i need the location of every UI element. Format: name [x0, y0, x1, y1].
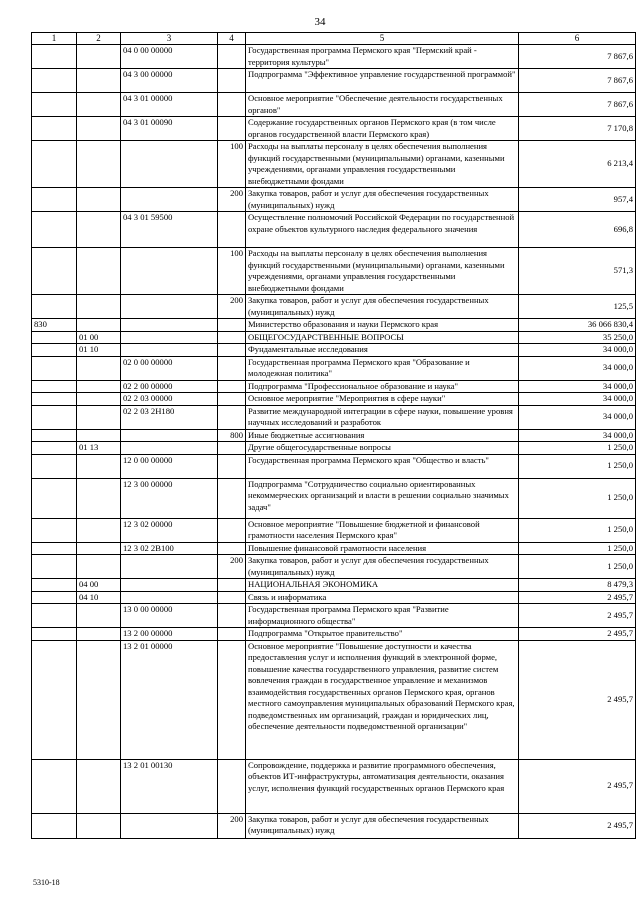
amount: 125,5 [519, 295, 636, 319]
item-description: Министерство образования и науки Пермского края [246, 319, 519, 332]
section-code [32, 442, 77, 455]
item-description: Сопровождение, поддержка и развитие программного обеспечения, объектов ИТ-инфраструктуры, автоматизация деятельности, оказания услуг, исполнения функций государственных органов Пермского края [246, 759, 519, 813]
subsection-code [77, 212, 121, 248]
amount: 2 495,7 [519, 759, 636, 813]
table-row [32, 69, 636, 93]
item-description: Подпрограмма "Эффективное управление государственной программой" [246, 69, 519, 93]
table-body [32, 33, 636, 839]
expense-type-code: 200 [218, 555, 246, 579]
header-cell-4: 4 [218, 33, 246, 45]
section-code [32, 117, 77, 141]
target-article-code [121, 188, 218, 212]
expense-type-code [218, 478, 246, 518]
item-description: Государственная программа Пермского края "Общество и власть" [246, 454, 519, 478]
subsection-code [77, 319, 121, 332]
item-description: ОБЩЕГОСУДАРСТВЕННЫЕ ВОПРОСЫ [246, 331, 519, 344]
amount: 1 250,0 [519, 478, 636, 518]
expense-type-code [218, 331, 246, 344]
table-row [32, 141, 636, 188]
expense-type-code [218, 542, 246, 555]
table-row [32, 117, 636, 141]
target-article-code: 12 0 00 00000 [121, 454, 218, 478]
amount: 2 495,7 [519, 628, 636, 641]
amount: 2 495,7 [519, 813, 636, 838]
target-article-code [121, 555, 218, 579]
table-row [32, 518, 636, 542]
target-article-code: 02 2 03 2Н180 [121, 405, 218, 429]
expense-type-code [218, 319, 246, 332]
subsection-code [77, 813, 121, 838]
subsection-code [77, 188, 121, 212]
subsection-code [77, 393, 121, 406]
target-article-code [121, 248, 218, 295]
section-code [32, 393, 77, 406]
item-description: Подпрограмма "Профессиональное образование и наука" [246, 380, 519, 393]
subsection-code [77, 604, 121, 628]
section-code [32, 759, 77, 813]
expense-type-code [218, 69, 246, 93]
target-article-code [121, 295, 218, 319]
section-code [32, 69, 77, 93]
section-code [32, 640, 77, 759]
amount: 2 495,7 [519, 591, 636, 604]
section-code [32, 542, 77, 555]
target-article-code: 13 2 01 00130 [121, 759, 218, 813]
item-description: Государственная программа Пермского края "Образование и молодежная политика" [246, 356, 519, 380]
subsection-code [77, 356, 121, 380]
item-description: Иные бюджетные ассигнования [246, 429, 519, 442]
table-header-row [32, 33, 636, 45]
expense-type-code: 200 [218, 188, 246, 212]
target-article-code: 02 0 00 00000 [121, 356, 218, 380]
target-article-code: 13 0 00 00000 [121, 604, 218, 628]
target-article-code: 04 3 00 00000 [121, 69, 218, 93]
item-description: Основное мероприятие "Мероприятия в сфере науки" [246, 393, 519, 406]
section-code [32, 344, 77, 357]
table-row [32, 331, 636, 344]
subsection-code: 01 00 [77, 331, 121, 344]
table-row [32, 248, 636, 295]
table-row [32, 344, 636, 357]
budget-table [31, 32, 636, 839]
subsection-code [77, 518, 121, 542]
subsection-code [77, 93, 121, 117]
expense-type-code [218, 604, 246, 628]
target-article-code: 04 3 01 00000 [121, 93, 218, 117]
section-code [32, 579, 77, 592]
amount: 34 000,0 [519, 405, 636, 429]
item-description: Осуществление полномочий Российской Федерации по государственной охране объектов культурного наследия федерального значения [246, 212, 519, 248]
item-description: Повышение финансовой грамотности населения [246, 542, 519, 555]
header-cell-6: 6 [519, 33, 636, 45]
table-row [32, 478, 636, 518]
expense-type-code: 200 [218, 295, 246, 319]
table-row [32, 555, 636, 579]
table-row [32, 295, 636, 319]
subsection-code: 04 00 [77, 579, 121, 592]
subsection-code [77, 478, 121, 518]
amount: 34 000,0 [519, 429, 636, 442]
target-article-code: 12 3 02 00000 [121, 518, 218, 542]
amount: 571,3 [519, 248, 636, 295]
amount: 8 479,3 [519, 579, 636, 592]
subsection-code: 01 10 [77, 344, 121, 357]
expense-type-code [218, 442, 246, 455]
table-row [32, 542, 636, 555]
target-article-code: 02 2 03 00000 [121, 393, 218, 406]
header-cell-1: 1 [32, 33, 77, 45]
subsection-code: 04 10 [77, 591, 121, 604]
subsection-code [77, 45, 121, 69]
subsection-code [77, 69, 121, 93]
expense-type-code: 100 [218, 141, 246, 188]
expense-type-code [218, 117, 246, 141]
table-row [32, 93, 636, 117]
expense-type-code [218, 45, 246, 69]
target-article-code: 04 0 00 00000 [121, 45, 218, 69]
section-code [32, 405, 77, 429]
amount: 1 250,0 [519, 542, 636, 555]
header-cell-2: 2 [77, 33, 121, 45]
target-article-code: 12 3 00 00000 [121, 478, 218, 518]
subsection-code [77, 628, 121, 641]
target-article-code [121, 429, 218, 442]
expense-type-code [218, 591, 246, 604]
amount: 696,8 [519, 212, 636, 248]
section-code [32, 555, 77, 579]
amount: 1 250,0 [519, 454, 636, 478]
item-description: Содержание государственных органов Пермского края (в том числе органов государственной власти Пермского края) [246, 117, 519, 141]
subsection-code [77, 141, 121, 188]
item-description: Основное мероприятие "Повышение бюджетной и финансовой грамотности населения Пермского края" [246, 518, 519, 542]
section-code [32, 628, 77, 641]
section-code [32, 45, 77, 69]
target-article-code [121, 442, 218, 455]
amount: 34 000,0 [519, 393, 636, 406]
section-code [32, 331, 77, 344]
target-article-code [121, 331, 218, 344]
table-row [32, 579, 636, 592]
table-row [32, 591, 636, 604]
table-row [32, 759, 636, 813]
section-code: 830 [32, 319, 77, 332]
amount: 1 250,0 [519, 442, 636, 455]
expense-type-code [218, 380, 246, 393]
expense-type-code [218, 628, 246, 641]
section-code [32, 93, 77, 117]
target-article-code: 12 3 02 2В100 [121, 542, 218, 555]
subsection-code [77, 405, 121, 429]
amount: 35 250,0 [519, 331, 636, 344]
target-article-code [121, 813, 218, 838]
subsection-code [77, 555, 121, 579]
table-row [32, 405, 636, 429]
amount: 1 250,0 [519, 518, 636, 542]
target-article-code: 13 2 01 00000 [121, 640, 218, 759]
table-row [32, 454, 636, 478]
section-code [32, 454, 77, 478]
expense-type-code [218, 640, 246, 759]
amount: 6 213,4 [519, 141, 636, 188]
item-description: Закупка товаров, работ и услуг для обеспечения государственных (муниципальных) нужд [246, 188, 519, 212]
subsection-code [77, 295, 121, 319]
item-description: Развитие международной интеграции в сфере науки, повышение уровня научных исследований и разработок [246, 405, 519, 429]
item-description: Закупка товаров, работ и услуг для обеспечения государственных (муниципальных) нужд [246, 555, 519, 579]
amount: 34 000,0 [519, 380, 636, 393]
table-row [32, 188, 636, 212]
item-description: Фундаментальные исследования [246, 344, 519, 357]
item-description: Подпрограмма "Открытое правительство" [246, 628, 519, 641]
subsection-code [77, 542, 121, 555]
amount: 36 066 830,4 [519, 319, 636, 332]
expense-type-code: 100 [218, 248, 246, 295]
table-row [32, 628, 636, 641]
amount: 7 867,6 [519, 93, 636, 117]
table-row [32, 380, 636, 393]
section-code [32, 518, 77, 542]
table-row [32, 813, 636, 838]
expense-type-code [218, 356, 246, 380]
target-article-code: 04 3 01 00090 [121, 117, 218, 141]
amount: 34 000,0 [519, 356, 636, 380]
page-number: 34 [314, 16, 326, 28]
section-code [32, 591, 77, 604]
section-code [32, 212, 77, 248]
item-description: Основное мероприятие "Повышение доступности и качества предоставления услуг и исполнения функций в электронной форме, повышение качества государственного управления, развитие систем вовлечения граждан в государственное управление и механизмов взаимодействия государственных органов Пермского края, органов местного самоуправления муниципальных образований Пермского края, подведомственных им организаций, граждан и юридических лиц, обеспечение деятельности подведомственной организации" [246, 640, 519, 759]
target-article-code: 02 2 00 00000 [121, 380, 218, 393]
section-code [32, 813, 77, 838]
section-code [32, 295, 77, 319]
table-row [32, 212, 636, 248]
amount: 957,4 [519, 188, 636, 212]
table-row [32, 356, 636, 380]
expense-type-code [218, 579, 246, 592]
target-article-code [121, 344, 218, 357]
subsection-code [77, 429, 121, 442]
section-code [32, 380, 77, 393]
item-description: Расходы на выплаты персоналу в целях обеспечения выполнения функций государственными (муниципальными) органами, казенными учреждениями, органами управления государственными внебюджетными фондами [246, 141, 519, 188]
item-description: Связь и информатика [246, 591, 519, 604]
footer-code: 5310-18 [33, 878, 60, 887]
expense-type-code [218, 393, 246, 406]
item-description: Закупка товаров, работ и услуг для обеспечения государственных (муниципальных) нужд [246, 295, 519, 319]
item-description: Другие общегосударственные вопросы [246, 442, 519, 455]
section-code [32, 604, 77, 628]
section-code [32, 356, 77, 380]
section-code [32, 478, 77, 518]
item-description: Государственная программа Пермского края "Развитие информационного общества" [246, 604, 519, 628]
subsection-code [77, 759, 121, 813]
item-description: НАЦИОНАЛЬНАЯ ЭКОНОМИКА [246, 579, 519, 592]
item-description: Расходы на выплаты персоналу в целях обеспечения выполнения функций государственными (муниципальными) органами, казенными учреждениями, органами управления государственными внебюджетными фондами [246, 248, 519, 295]
amount: 2 495,7 [519, 640, 636, 759]
header-cell-5: 5 [246, 33, 519, 45]
table-row [32, 442, 636, 455]
section-code [32, 141, 77, 188]
target-article-code [121, 591, 218, 604]
expense-type-code [218, 759, 246, 813]
subsection-code [77, 248, 121, 295]
expense-type-code [218, 212, 246, 248]
subsection-code [77, 640, 121, 759]
table-row [32, 319, 636, 332]
amount: 1 250,0 [519, 555, 636, 579]
subsection-code: 01 13 [77, 442, 121, 455]
target-article-code: 13 2 00 00000 [121, 628, 218, 641]
item-description: Государственная программа Пермского края "Пермский край - территория культуры" [246, 45, 519, 69]
amount: 7 170,8 [519, 117, 636, 141]
amount: 2 495,7 [519, 604, 636, 628]
expense-type-code: 200 [218, 813, 246, 838]
subsection-code [77, 380, 121, 393]
section-code [32, 429, 77, 442]
table-row [32, 640, 636, 759]
amount: 34 000,0 [519, 344, 636, 357]
expense-type-code [218, 344, 246, 357]
section-code [32, 188, 77, 212]
table-row [32, 45, 636, 69]
table-row [32, 393, 636, 406]
item-description: Основное мероприятие "Обеспечение деятельности государственных органов" [246, 93, 519, 117]
section-code [32, 248, 77, 295]
amount: 7 867,6 [519, 69, 636, 93]
header-cell-3: 3 [121, 33, 218, 45]
amount: 7 867,6 [519, 45, 636, 69]
table-row [32, 429, 636, 442]
target-article-code [121, 141, 218, 188]
expense-type-code [218, 93, 246, 117]
subsection-code [77, 117, 121, 141]
target-article-code: 04 3 01 59500 [121, 212, 218, 248]
target-article-code [121, 579, 218, 592]
expense-type-code [218, 454, 246, 478]
expense-type-code [218, 518, 246, 542]
item-description: Подпрограмма "Сотрудничество социально ориентированных некоммерческих организаций и власти в решении социально значимых задач" [246, 478, 519, 518]
expense-type-code: 800 [218, 429, 246, 442]
item-description: Закупка товаров, работ и услуг для обеспечения государственных (муниципальных) нужд [246, 813, 519, 838]
expense-type-code [218, 405, 246, 429]
subsection-code [77, 454, 121, 478]
table-row [32, 604, 636, 628]
target-article-code [121, 319, 218, 332]
